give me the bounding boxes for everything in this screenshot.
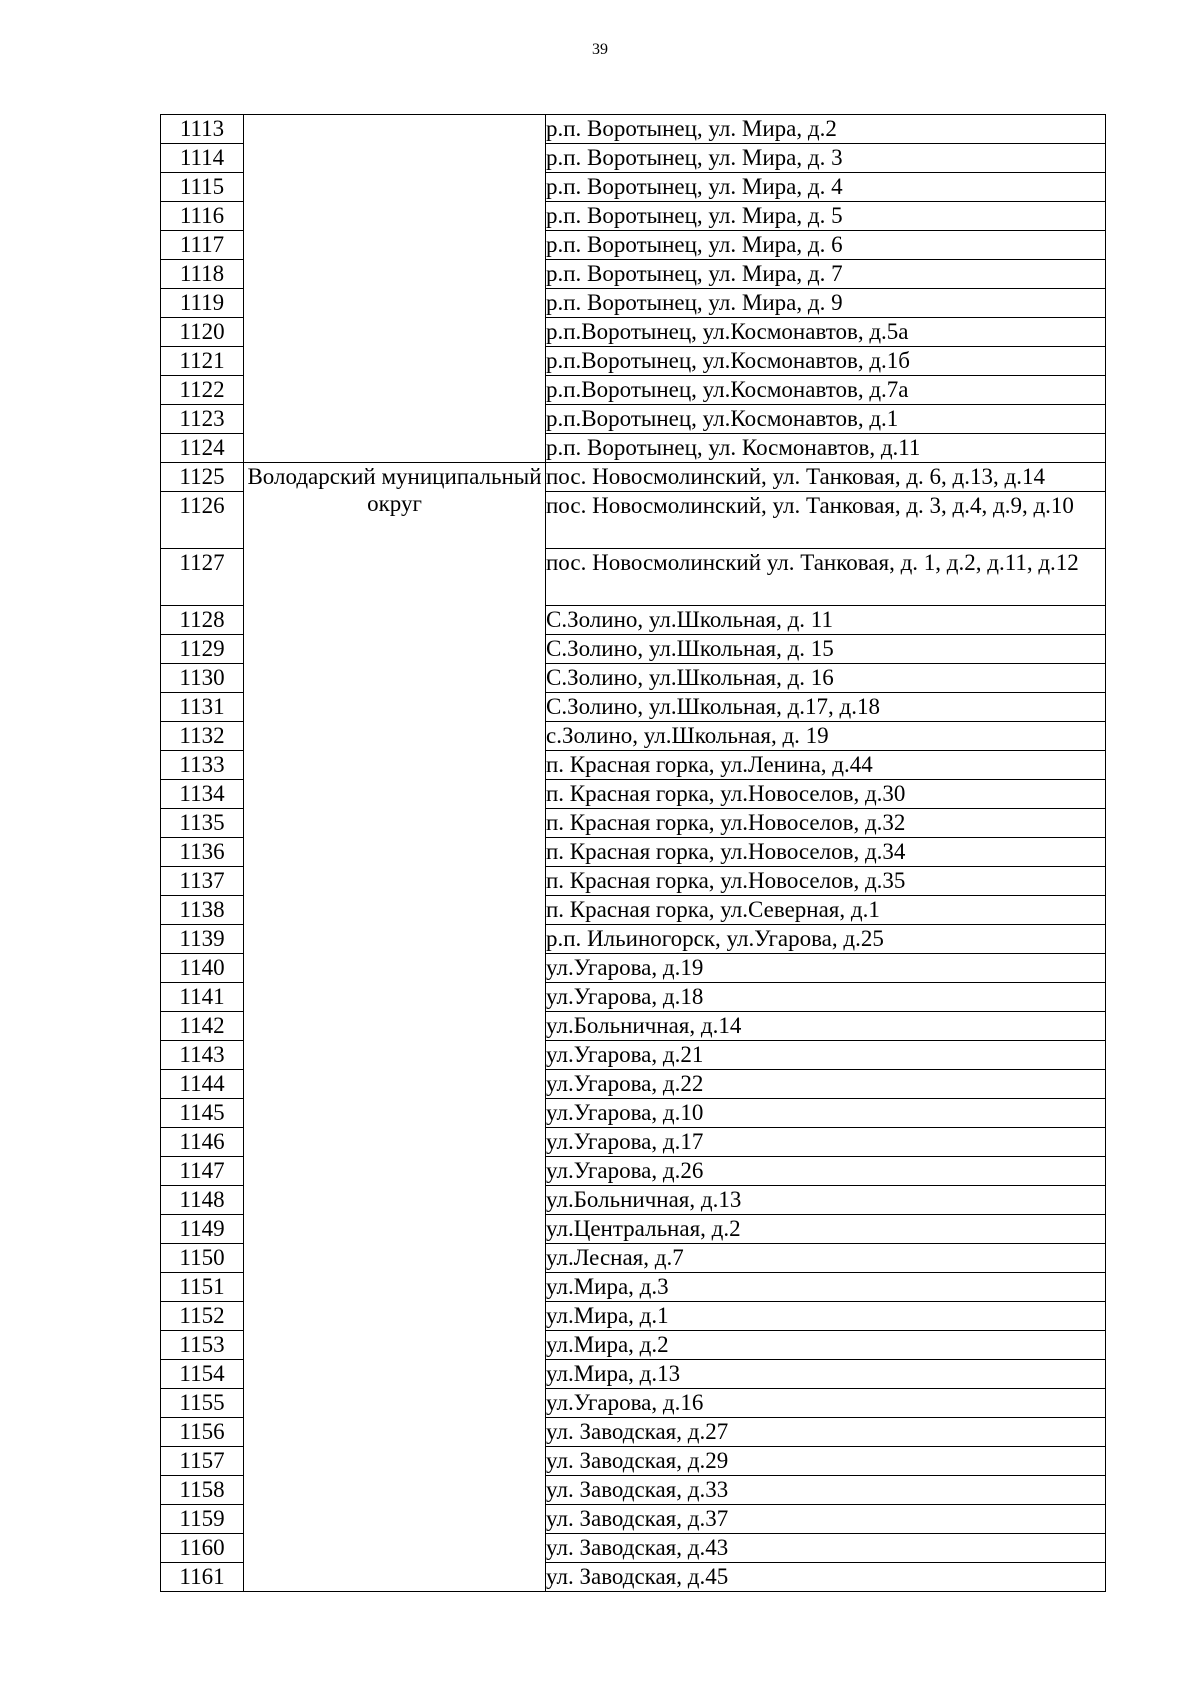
district-name: Володарский муниципальный округ (244, 463, 546, 1592)
row-number: 1143 (161, 1041, 244, 1070)
row-number: 1125 (161, 463, 244, 492)
row-number: 1155 (161, 1389, 244, 1418)
row-number: 1140 (161, 954, 244, 983)
row-number: 1132 (161, 722, 244, 751)
address-cell: п. Красная горка, ул.Новоселов, д.35 (546, 867, 1106, 896)
row-number: 1142 (161, 1012, 244, 1041)
address-cell: р.п. Воротынец, ул. Космонавтов, д.11 (546, 434, 1106, 463)
row-number: 1114 (161, 144, 244, 173)
address-cell: ул.Больничная, д.14 (546, 1012, 1106, 1041)
row-number: 1123 (161, 405, 244, 434)
address-cell: п. Красная горка, ул.Ленина, д.44 (546, 751, 1106, 780)
row-number: 1133 (161, 751, 244, 780)
address-cell: ул.Больничная, д.13 (546, 1186, 1106, 1215)
row-number: 1126 (161, 492, 244, 549)
row-number: 1153 (161, 1331, 244, 1360)
address-cell: ул.Мира, д.3 (546, 1273, 1106, 1302)
row-number: 1113 (161, 115, 244, 144)
row-number: 1138 (161, 896, 244, 925)
address-cell: С.Золино, ул.Школьная, д.17, д.18 (546, 693, 1106, 722)
address-cell: ул.Угарова, д.26 (546, 1157, 1106, 1186)
row-number: 1156 (161, 1418, 244, 1447)
address-cell: ул.Угарова, д.22 (546, 1070, 1106, 1099)
row-number: 1135 (161, 809, 244, 838)
address-cell: ул.Центральная, д.2 (546, 1215, 1106, 1244)
row-number: 1131 (161, 693, 244, 722)
row-number: 1145 (161, 1099, 244, 1128)
address-cell: ул. Заводская, д.37 (546, 1505, 1106, 1534)
address-cell: р.п. Воротынец, ул. Мира, д. 3 (546, 144, 1106, 173)
row-number: 1152 (161, 1302, 244, 1331)
row-number: 1130 (161, 664, 244, 693)
address-cell: ул.Мира, д.1 (546, 1302, 1106, 1331)
address-cell: п. Красная горка, ул.Новоселов, д.32 (546, 809, 1106, 838)
address-cell: ул.Мира, д.13 (546, 1360, 1106, 1389)
row-number: 1134 (161, 780, 244, 809)
address-cell: С.Золино, ул.Школьная, д. 16 (546, 664, 1106, 693)
row-number: 1115 (161, 173, 244, 202)
address-cell: ул. Заводская, д.27 (546, 1418, 1106, 1447)
row-number: 1157 (161, 1447, 244, 1476)
row-number: 1148 (161, 1186, 244, 1215)
address-cell: р.п. Воротынец, ул. Мира, д. 6 (546, 231, 1106, 260)
address-cell: ул.Угарова, д.16 (546, 1389, 1106, 1418)
row-number: 1120 (161, 318, 244, 347)
address-cell: п. Красная горка, ул.Новоселов, д.34 (546, 838, 1106, 867)
address-cell: ул.Угарова, д.10 (546, 1099, 1106, 1128)
row-number: 1151 (161, 1273, 244, 1302)
row-number: 1144 (161, 1070, 244, 1099)
address-cell: ул.Угарова, д.19 (546, 954, 1106, 983)
address-cell: ул.Угарова, д.21 (546, 1041, 1106, 1070)
address-cell: ул. Заводская, д.45 (546, 1563, 1106, 1592)
address-cell: р.п. Воротынец, ул. Мира, д. 9 (546, 289, 1106, 318)
row-number: 1117 (161, 231, 244, 260)
address-cell: с.Золино, ул.Школьная, д. 19 (546, 722, 1106, 751)
address-table (160, 114, 1106, 1592)
row-number: 1128 (161, 606, 244, 635)
row-number: 1141 (161, 983, 244, 1012)
address-cell: ул.Угарова, д.17 (546, 1128, 1106, 1157)
address-cell: р.п. Воротынец, ул. Мира, д.2 (546, 115, 1106, 144)
row-number: 1149 (161, 1215, 244, 1244)
address-table-body (161, 115, 1106, 1592)
row-number: 1146 (161, 1128, 244, 1157)
row-number: 1136 (161, 838, 244, 867)
address-cell: ул.Мира, д.2 (546, 1331, 1106, 1360)
row-number: 1116 (161, 202, 244, 231)
district-name (244, 115, 546, 463)
address-cell: пос. Новосмолинский, ул. Танковая, д. 3, д.4, д.9, д.10 (546, 492, 1106, 549)
row-number: 1122 (161, 376, 244, 405)
address-cell: р.п.Воротынец, ул.Космонавтов, д.5а (546, 318, 1106, 347)
page-number: 39 (592, 41, 608, 58)
address-cell: пос. Новосмолинский, ул. Танковая, д. 6, д.13, д.14 (546, 463, 1106, 492)
row-number: 1147 (161, 1157, 244, 1186)
address-cell: С.Золино, ул.Школьная, д. 15 (546, 635, 1106, 664)
address-cell: ул. Заводская, д.33 (546, 1476, 1106, 1505)
address-cell: п. Красная горка, ул.Северная, д.1 (546, 896, 1106, 925)
address-cell: р.п. Ильиногорск, ул.Угарова, д.25 (546, 925, 1106, 954)
table-row (161, 115, 1106, 144)
address-cell: р.п. Воротынец, ул. Мира, д. 5 (546, 202, 1106, 231)
address-cell: ул.Угарова, д.18 (546, 983, 1106, 1012)
address-cell: п. Красная горка, ул.Новоселов, д.30 (546, 780, 1106, 809)
row-number: 1124 (161, 434, 244, 463)
row-number: 1150 (161, 1244, 244, 1273)
row-number: 1118 (161, 260, 244, 289)
row-number: 1154 (161, 1360, 244, 1389)
address-cell: р.п. Воротынец, ул. Мира, д. 4 (546, 173, 1106, 202)
address-cell: пос. Новосмолинский ул. Танковая, д. 1, д.2, д.11, д.12 (546, 549, 1106, 606)
address-cell: р.п. Воротынец, ул. Мира, д. 7 (546, 260, 1106, 289)
row-number: 1139 (161, 925, 244, 954)
address-cell: С.Золино, ул.Школьная, д. 11 (546, 606, 1106, 635)
address-cell: р.п.Воротынец, ул.Космонавтов, д.7а (546, 376, 1106, 405)
address-cell: ул. Заводская, д.29 (546, 1447, 1106, 1476)
row-number: 1137 (161, 867, 244, 896)
row-number: 1127 (161, 549, 244, 606)
row-number: 1129 (161, 635, 244, 664)
row-number: 1119 (161, 289, 244, 318)
address-cell: ул.Лесная, д.7 (546, 1244, 1106, 1273)
row-number: 1161 (161, 1563, 244, 1592)
row-number: 1158 (161, 1476, 244, 1505)
table-row (161, 463, 1106, 492)
row-number: 1159 (161, 1505, 244, 1534)
row-number: 1160 (161, 1534, 244, 1563)
address-cell: р.п.Воротынец, ул.Космонавтов, д.1 (546, 405, 1106, 434)
address-cell: р.п.Воротынец, ул.Космонавтов, д.1б (546, 347, 1106, 376)
row-number: 1121 (161, 347, 244, 376)
address-cell: ул. Заводская, д.43 (546, 1534, 1106, 1563)
